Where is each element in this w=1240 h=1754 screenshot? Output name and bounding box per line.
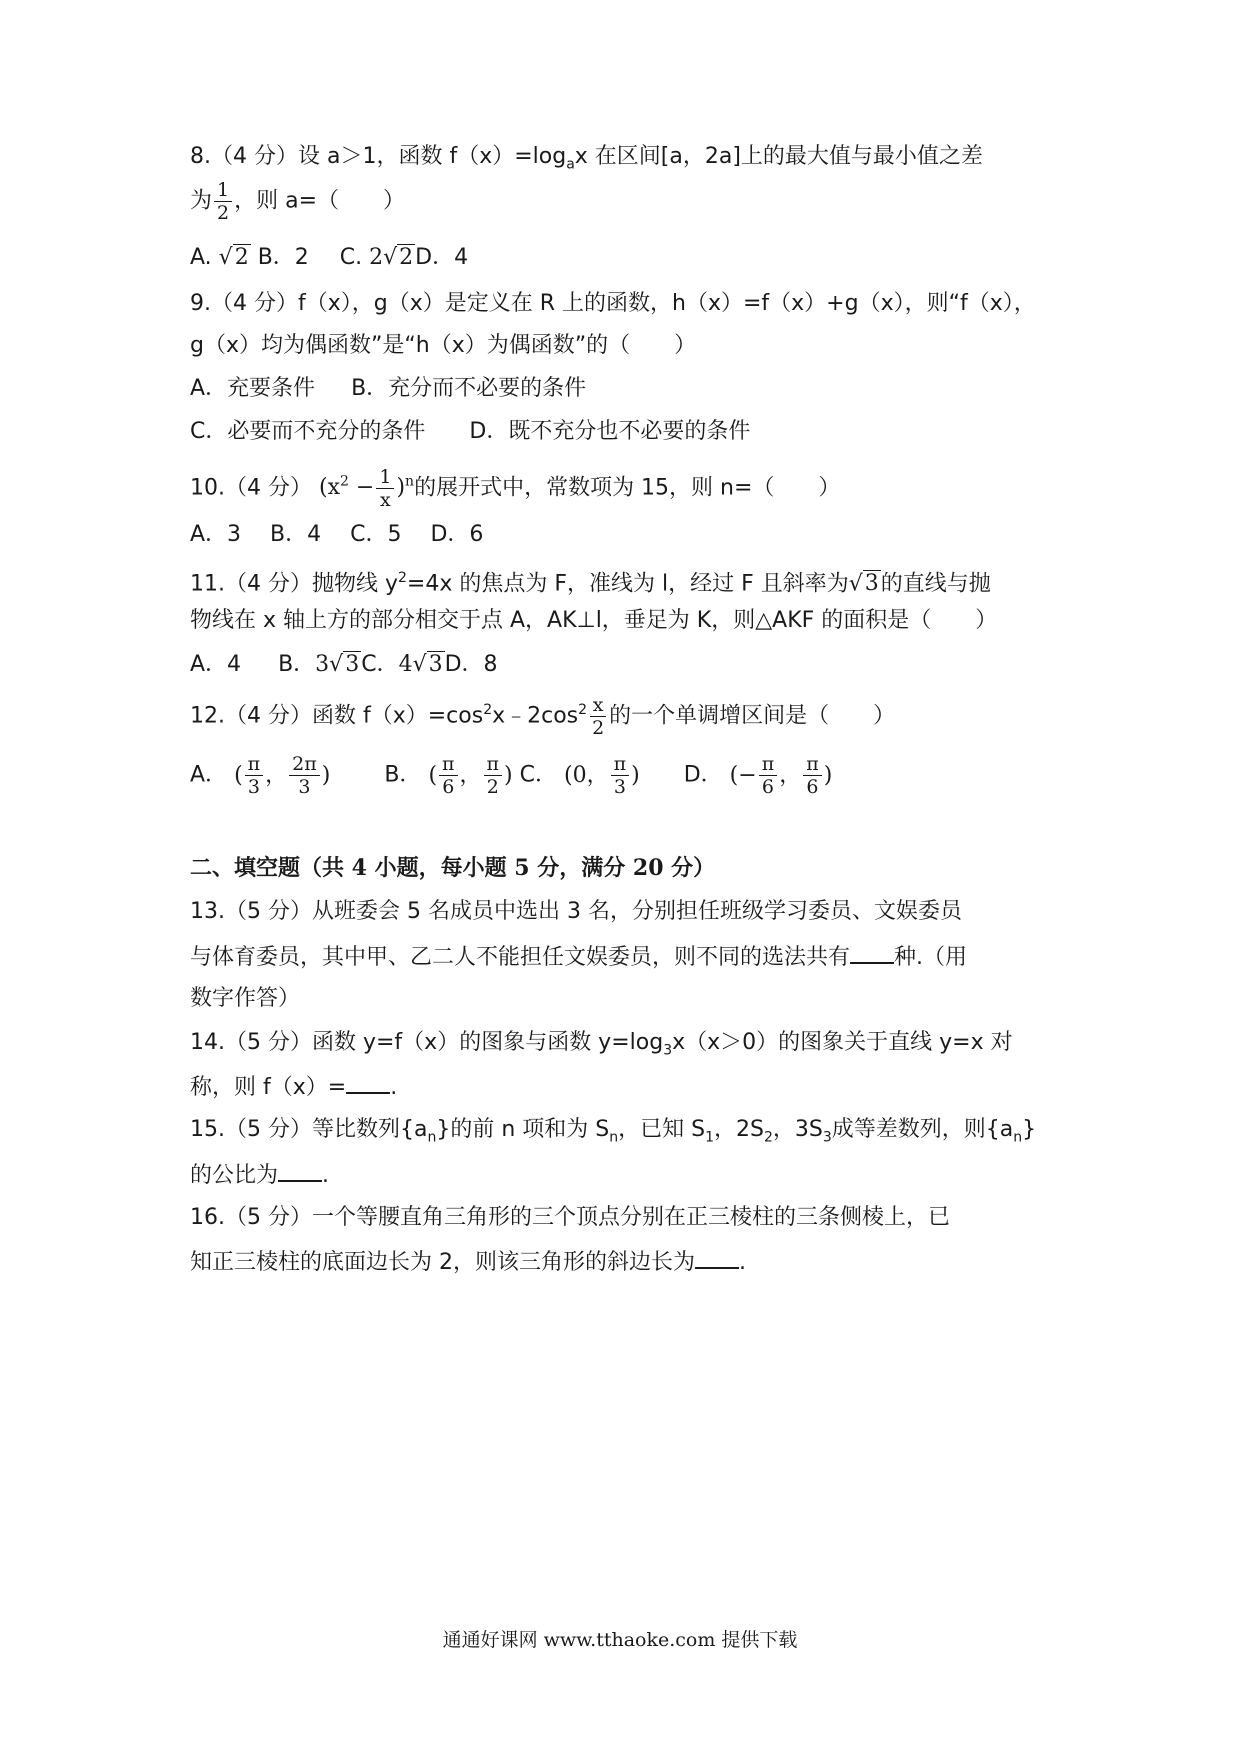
question-14-line-2: 称，则 f（x）= . bbox=[190, 1070, 397, 1104]
three-sqrt-3: 3√3 bbox=[315, 652, 360, 677]
question-15-line-1: 15.（5 分）等比数列$\{a_n\}$的前 n 项和为 $S_n$，已知 $S_1$，$2S_2$，$3S_3$成等差数列，则$\{a_n\}$ bbox=[190, 1117, 1037, 1146]
question-8-line-2: 为 $\frac{1}{2}$ ，则 a=（ ） bbox=[190, 179, 406, 224]
question-8-options: A. √2 B．2 C. 2√2D．4 bbox=[190, 245, 469, 270]
question-9-options-cd: C．必要而不充分的条件 D．既不充分也不必要的条件 bbox=[190, 419, 751, 444]
fraction-x-over-2: $\frac{x}{2}$ bbox=[589, 695, 607, 738]
question-9-options-ab: A．充要条件 B．充分而不必要的条件 bbox=[190, 376, 587, 401]
answer-blank bbox=[346, 1070, 390, 1094]
option-b-interval: ( $\frac{\pi}{6}$ ， $\frac{\pi}{2}$ ) bbox=[428, 753, 513, 798]
question-11-line-2: 物线在 x 轴上方的部分相交于点 A，AK⊥l，垂足为 K，则△AKF 的面积是（ ） bbox=[190, 608, 998, 633]
question-10-options: A．3 B．4 C．5 D．6 bbox=[190, 522, 484, 547]
answer-blank bbox=[850, 940, 894, 964]
sqrt-2: √2 bbox=[218, 245, 249, 270]
four-sqrt-3: 4√3 bbox=[398, 652, 443, 677]
question-9-line-1: 9.（4 分）f（x），g（x）是定义在 R 上的函数，h（x）=f（x）+g（x），则“f（x）， bbox=[190, 291, 1036, 316]
question-14-line-1: 14.（5 分）函数 y=f（x）的图象与函数 $y=\log_3x(x>0)$的图象关于直线 y=x 对 bbox=[190, 1030, 1013, 1059]
option-a-interval: ( $\frac{\pi}{3}$ ， $\frac{2\pi}{3}$ ) bbox=[234, 753, 331, 798]
question-15-line-2: 的公比为 . bbox=[190, 1158, 329, 1192]
option-c-interval: (0， $\frac{\pi}{3}$ ) bbox=[564, 753, 640, 798]
question-16-line-1: 16.（5 分）一个等腰直角三角形的三个顶点分别在正三棱柱的三条侧棱上，已 bbox=[190, 1205, 950, 1230]
fraction-one-half: $\frac{1}{2}$ bbox=[214, 180, 232, 223]
question-12-options: A． ( $\frac{\pi}{3}$ ， $\frac{2\pi}{3}$ ) B． ( $\frac{\pi}{6}$ ， $\frac{\pi}{2}$ ) C． (0， $\frac{\pi}{3}$ ) D． (− $\frac{\pi}{6}$ ， $\frac{\pi}{6}$ ) bbox=[190, 753, 833, 798]
sqrt-3: √3 bbox=[848, 571, 879, 597]
question-13-line-3: 数字作答） bbox=[190, 986, 301, 1011]
option-d-interval: (− $\frac{\pi}{6}$ ， $\frac{\pi}{6}$ ) bbox=[729, 753, 833, 798]
question-13-line-1: 13.（5 分）从班委会 5 名成员中选出 3 名，分别担任班级学习委员、文娱委员 bbox=[190, 899, 962, 924]
question-9-line-2: g（x）均为偶函数”是“h（x）为偶函数”的（ ） bbox=[190, 333, 697, 358]
section-2-title: 二、填空题（共 4 小题，每小题 5 分，满分 20 分） bbox=[190, 855, 716, 881]
question-12-line: 12.（4 分）函数 $f(x)=\cos^2x﹣2\cos^2$ $\frac{x}{2}$ 的一个单调增区间是（ ） bbox=[190, 693, 896, 739]
question-11-line-1: 11.（4 分）抛物线 $y^2=4x$ 的焦点为 F，准线为 l，经过 F 且斜率为√3的直线与抛 bbox=[190, 570, 991, 597]
answer-blank bbox=[278, 1158, 322, 1182]
answer-blank bbox=[695, 1245, 739, 1269]
binomial-expression: ($x^2$ − $\frac{1}{x}$ )$^n$ bbox=[318, 465, 415, 511]
question-11-options: A．4 B．3√3C．4√3D．8 bbox=[190, 652, 498, 677]
question-13-line-2: 与体育委员，其中甲、乙二人不能担任文娱委员，则不同的选法共有 种.（用 bbox=[190, 940, 967, 974]
question-16-line-2: 知正三棱柱的底面边长为 2，则该三角形的斜边长为 . bbox=[190, 1245, 746, 1279]
page-footer: 通通好课网 www.tthaoke.com 提供下载 bbox=[442, 1629, 798, 1651]
question-10-line: 10.（4 分） ($x^2$ − $\frac{1}{x}$ )$^n$的展开式中，常数项为 15，则 n=（ ） bbox=[190, 465, 841, 511]
two-sqrt-2: 2√2 bbox=[369, 245, 414, 270]
question-8-line-1: 8.（4 分）设 a＞1，函数 $f(x)=\log_ax$ 在区间[a，2a]上的最大值与最小值之差 bbox=[190, 144, 983, 173]
